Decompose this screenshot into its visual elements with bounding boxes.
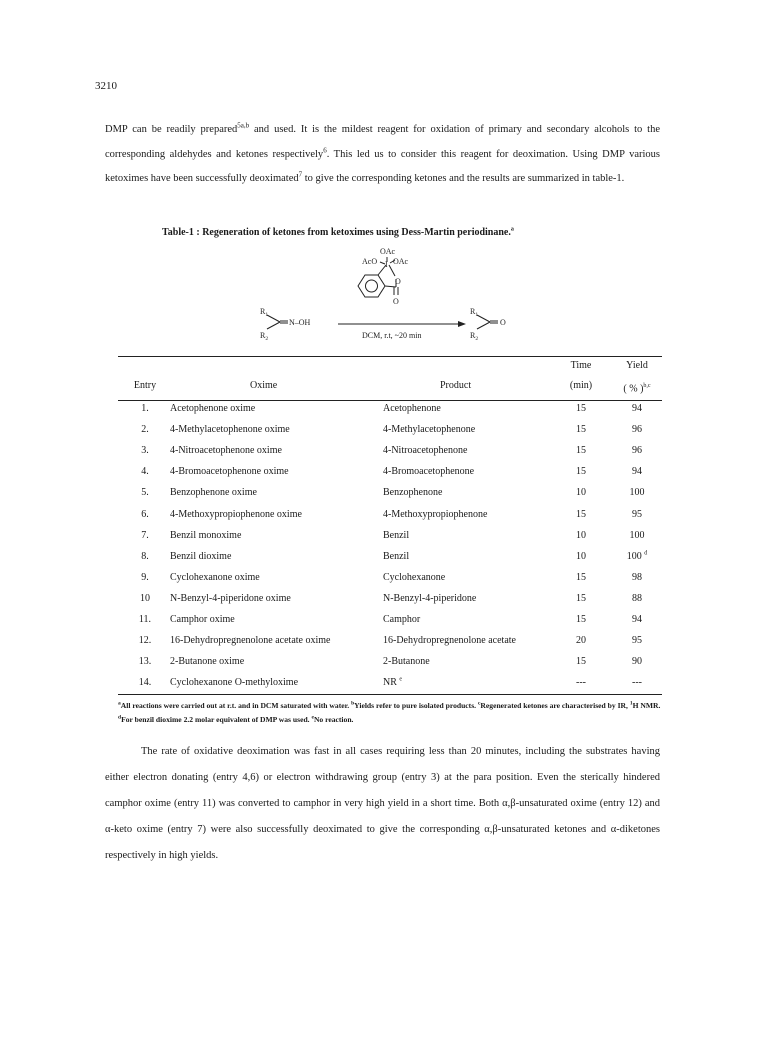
yield-cell: 100 bbox=[629, 529, 645, 541]
oxime-cell: Benzil dioxime bbox=[170, 550, 232, 562]
header-time: Time bbox=[570, 360, 592, 371]
oxime-cell: Cyclohexanone oxime bbox=[170, 571, 260, 583]
time-cell: 20 bbox=[576, 635, 586, 647]
entry-cell: 2. bbox=[141, 424, 149, 436]
entry-cell: 9. bbox=[141, 571, 149, 583]
footnote-e: No reaction. bbox=[313, 715, 354, 724]
yield-cell: 88 bbox=[632, 592, 642, 604]
entry-cell: 3. bbox=[141, 445, 149, 457]
intro-text-4: to give the corresponding ketones and the results are summarized in table-1. bbox=[302, 173, 625, 184]
product-cell: Camphor bbox=[383, 614, 421, 625]
table-row bbox=[0, 509, 768, 530]
oxime-cell: 16-Dehydropregnenolone acetate oxime bbox=[170, 635, 331, 647]
reaction-arrowhead bbox=[458, 321, 466, 327]
oxime-cell: Benzil monoxime bbox=[170, 529, 242, 541]
product-cell: Benzil bbox=[383, 550, 410, 562]
ketone-oxygen: O bbox=[500, 318, 506, 327]
footnote-d: For benzil dioxime 2.2 molar equivalent of DMP was used. bbox=[121, 715, 310, 724]
time-cell: 15 bbox=[576, 445, 586, 457]
table-top-rule bbox=[118, 356, 662, 357]
yield-cell: 96 bbox=[632, 424, 642, 436]
entry-cell: 7. bbox=[141, 529, 149, 541]
header-product: Product bbox=[440, 380, 472, 391]
footnote-d-mark: d bbox=[118, 714, 122, 721]
footnote-c-mark: c bbox=[477, 700, 481, 707]
benzene-ring bbox=[358, 275, 385, 297]
time-cell: 10 bbox=[576, 550, 586, 562]
intro-text-1: DMP can be readily prepared bbox=[105, 124, 238, 135]
page-number: 3210 bbox=[95, 80, 117, 92]
table-row bbox=[0, 572, 768, 593]
header-yield: Yield bbox=[626, 360, 648, 371]
yield-cell: 96 bbox=[632, 445, 642, 457]
table-bottom-rule bbox=[118, 694, 662, 695]
yield-cell: 94 bbox=[632, 614, 642, 625]
yield-cell: 94 bbox=[632, 466, 642, 478]
table-row bbox=[0, 593, 768, 614]
entry-cell: 1. bbox=[141, 403, 149, 414]
oxime-cell: N-Benzyl-4-piperidone oxime bbox=[170, 592, 291, 604]
entry-cell: 13. bbox=[138, 656, 152, 668]
time-cell: 15 bbox=[576, 424, 586, 436]
reference-5ab: 5a,b bbox=[237, 121, 250, 130]
table-row bbox=[0, 551, 768, 572]
dmp-oac-top: OAc bbox=[380, 247, 396, 256]
entry-cell: 4. bbox=[141, 466, 149, 478]
time-cell: 10 bbox=[576, 529, 586, 541]
dmp-aco: AcO bbox=[362, 257, 378, 266]
table-row bbox=[0, 487, 768, 508]
entry-cell: 6. bbox=[141, 508, 149, 520]
product-cell: Benzil bbox=[383, 529, 410, 541]
reference-7: 7 bbox=[298, 170, 303, 179]
product-cell: NR $^e$ bbox=[383, 676, 403, 689]
table-row bbox=[0, 656, 768, 677]
reaction-scheme bbox=[240, 245, 540, 350]
footnote-mark: e bbox=[399, 676, 403, 683]
yield-cell: 95 bbox=[632, 635, 642, 647]
intro-text-2: and used. It is the mildest reagent for oxidation of primary and secondary alcohols to the corresponding aldehydes and ketones respectively bbox=[105, 124, 660, 160]
dmp-iodine: I bbox=[385, 260, 388, 269]
table-row bbox=[0, 466, 768, 487]
oxime-structure bbox=[267, 315, 288, 329]
product-cell: Acetophenone bbox=[383, 403, 441, 414]
footnote-e-mark: e bbox=[311, 714, 314, 721]
reference-6: 6 bbox=[323, 146, 327, 154]
oxime-r2: $R_2$ bbox=[260, 331, 269, 342]
time-cell: 15 bbox=[576, 614, 586, 625]
product-cell: N-Benzyl-4-piperidone bbox=[383, 592, 477, 604]
yield-cell: 94 bbox=[632, 403, 642, 414]
product-cell: 4-Methoxypropiophenone bbox=[383, 508, 488, 520]
entry-cell: 12. bbox=[138, 635, 152, 647]
oxime-cell: Acetophenone oxime bbox=[170, 403, 256, 414]
footnote-h: H NMR. bbox=[632, 701, 661, 710]
footnote-b-mark: b bbox=[351, 700, 355, 707]
yield-cell: 95 bbox=[632, 508, 642, 520]
footnote-b: Yields refer to pure isolated products. bbox=[354, 701, 477, 710]
table-row bbox=[0, 635, 768, 656]
entry-cell: 5. bbox=[141, 487, 149, 499]
product-cell: 4-Bromoacetophenone bbox=[383, 466, 475, 478]
header-oxime: Oxime bbox=[250, 380, 278, 391]
header-yield-unit: ( % )$^{b,c}$ bbox=[623, 383, 651, 395]
oxime-noh: N–OH bbox=[289, 318, 311, 327]
oxime-cell: 4-Bromoacetophenone oxime bbox=[170, 466, 289, 478]
table-row bbox=[0, 403, 768, 424]
yield-cell: --- bbox=[632, 677, 642, 689]
yield-cell: 100 $^d$ bbox=[626, 550, 648, 562]
table-footnotes bbox=[118, 699, 668, 727]
oxime-r1: $R_1$ bbox=[260, 307, 269, 318]
ketone-r2: $R_2$ bbox=[470, 331, 479, 342]
product-cell: Cyclohexanone bbox=[383, 571, 446, 583]
table-caption bbox=[162, 227, 514, 238]
product-cell: 4-Nitroacetophenone bbox=[383, 445, 468, 457]
table-row bbox=[0, 530, 768, 551]
time-cell: 15 bbox=[576, 571, 586, 583]
yield-cell: 98 bbox=[632, 571, 642, 583]
ketone-r1: $R_1$ bbox=[470, 307, 479, 318]
yield-cell: 100 bbox=[629, 487, 645, 499]
oxime-cell: Benzophenone oxime bbox=[170, 487, 257, 499]
oxime-cell: 2-Butanone oxime bbox=[170, 656, 245, 668]
table-header-rule bbox=[118, 400, 662, 401]
intro-paragraph bbox=[105, 118, 660, 192]
footnote-c: Regenerated ketones are characterised by IR, bbox=[480, 701, 628, 710]
oxime-cell: 4-Methoxypropiophenone oxime bbox=[170, 508, 302, 520]
dmp-ring-oxygen: O bbox=[395, 277, 401, 286]
time-cell: --- bbox=[576, 677, 586, 689]
time-cell: 10 bbox=[576, 487, 586, 499]
table-caption-mark: a bbox=[510, 226, 514, 233]
product-cell: 4-Methylacetophenone bbox=[383, 424, 476, 436]
ketone-structure bbox=[477, 315, 498, 329]
table-row bbox=[0, 445, 768, 466]
yield-cell: 90 bbox=[632, 656, 642, 668]
footnote-h-mark: 1 bbox=[629, 700, 633, 707]
header-time-unit: (min) bbox=[569, 380, 593, 391]
footnote-a-mark: a bbox=[118, 700, 121, 707]
header-yield-mark: b,c bbox=[643, 383, 651, 389]
entry-cell: 14. bbox=[138, 677, 152, 689]
product-cell: 16-Dehydropregnenolone acetate bbox=[383, 635, 516, 647]
oxime-cell: Cyclohexanone O-methyloxime bbox=[170, 677, 299, 689]
time-cell: 15 bbox=[576, 466, 586, 478]
oxime-cell: 4-Methylacetophenone oxime bbox=[170, 424, 290, 436]
header-entry: Entry bbox=[133, 380, 157, 391]
entry-cell: 8. bbox=[141, 550, 149, 562]
footnote-mark: d bbox=[644, 550, 648, 557]
footnote-a: All reactions were carried out at r.t. and in DCM saturated with water. bbox=[120, 701, 350, 710]
dmp-oac-right: OAc bbox=[393, 257, 409, 266]
product-cell: Benzophenone bbox=[383, 487, 443, 499]
time-cell: 15 bbox=[576, 403, 586, 414]
oxime-cell: Camphor oxime bbox=[170, 614, 235, 625]
entry-cell: 11. bbox=[138, 614, 152, 625]
intro-text-3: . This led us to consider this reagent for deoximation. Using DMP various ketoximes have been successfully deoximated bbox=[105, 148, 660, 184]
time-cell: 15 bbox=[576, 508, 586, 520]
table-row bbox=[0, 677, 768, 698]
dmp-carbonyl-oxygen: O bbox=[393, 297, 399, 306]
aromatic-circle bbox=[366, 280, 378, 292]
oxime-cell: 4-Nitroacetophenone oxime bbox=[170, 445, 282, 457]
table-row bbox=[0, 614, 768, 635]
table-caption-text: Table-1 : Regeneration of ketones from ketoximes using Dess-Martin periodinane. bbox=[162, 227, 511, 238]
table-row bbox=[0, 424, 768, 445]
product-cell: 2-Butanone bbox=[383, 656, 430, 668]
discussion-paragraph: The rate of oxidative deoximation was fast in all cases requiring less than 20 minutes, including the substrates having either electron donating (entry 4,6) or electron withdrawing group (entry 3) at the para position. Even the sterically hindered camphor oxime (entry 11) was converted to camphor in very high yield in a short time. Both α,β-unsaturated oxime (entry 12) and α-keto oxime (entry 7) were also successfully deoximated to give the corresponding α,β-unsaturated ketones and α-diketones respectively in high yields. bbox=[105, 746, 660, 861]
time-cell: 15 bbox=[576, 656, 586, 668]
time-cell: 15 bbox=[576, 592, 586, 604]
entry-cell: 10 bbox=[140, 592, 150, 604]
reaction-conditions: DCM, r.t, ~20 min bbox=[362, 331, 422, 340]
